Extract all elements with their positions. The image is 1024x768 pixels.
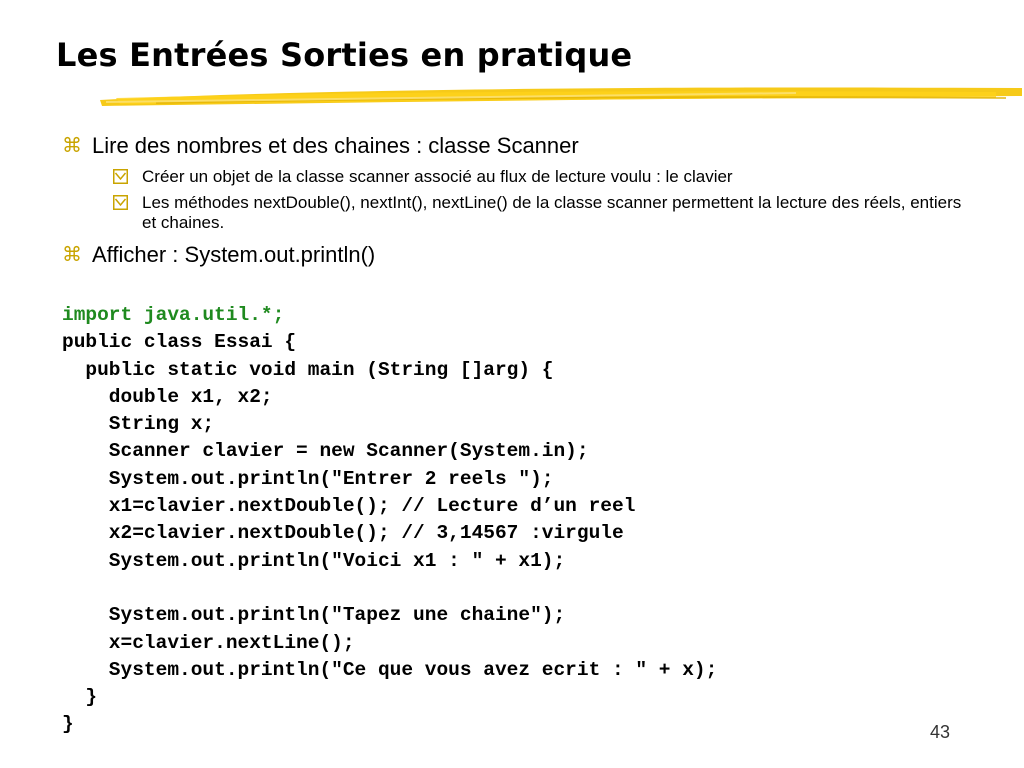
code-line: System.out.println("Entrer 2 reels "); [62,467,554,490]
code-line: public class Essai { [62,331,297,354]
code-line: x2=clavier.nextDouble(); // 3,14567 :virgule [62,522,624,545]
z-bullet-icon: ⌘ [62,135,82,157]
bullet-text: Lire des nombres et des chaines : classe Scanner [92,133,579,158]
code-line: public static void main (String []arg) { [62,358,554,381]
code-line: System.out.println("Voici x1 : " + x1); [62,549,566,572]
code-line [62,575,717,602]
checkbox-bullet-icon [113,195,128,210]
code-line: import java.util.*; [62,304,285,326]
bullet-list [0,0,1024,300]
sub-bullet-text: Les méthodes nextDouble(), nextInt(), nextLine() de la classe scanner permettent la lecture des réels, entiers et chaines. [142,193,962,232]
bullet-item [62,133,579,159]
page-number: 43 [930,722,951,742]
code-line: x=clavier.nextLine(); [62,631,355,654]
code-line: System.out.println("Ce que vous avez ecrit : " + x); [62,658,718,681]
code-line: System.out.println("Tapez une chaine"); [62,604,566,627]
bullet-item [62,242,375,268]
sub-bullet-item [113,193,963,233]
sub-bullet-text: Créer un objet de la classe scanner associé au flux de lecture voulu : le clavier [142,167,733,186]
checkbox-bullet-icon [113,169,128,184]
code-line: } [62,713,74,736]
code-line: Scanner clavier = new Scanner(System.in); [62,440,589,463]
code-line: } [62,686,98,709]
code-line: String x; [62,413,215,436]
code-line: x1=clavier.nextDouble(); // Lecture d’un reel [62,495,636,518]
code-line: double x1, x2; [62,385,273,408]
sub-bullet-item [113,167,963,187]
bullet-text: Afficher : System.out.println() [92,242,376,267]
slide-title: Les Entrées Sorties en pratique [56,36,633,74]
z-bullet-icon: ⌘ [62,244,82,266]
code-block [62,302,717,739]
